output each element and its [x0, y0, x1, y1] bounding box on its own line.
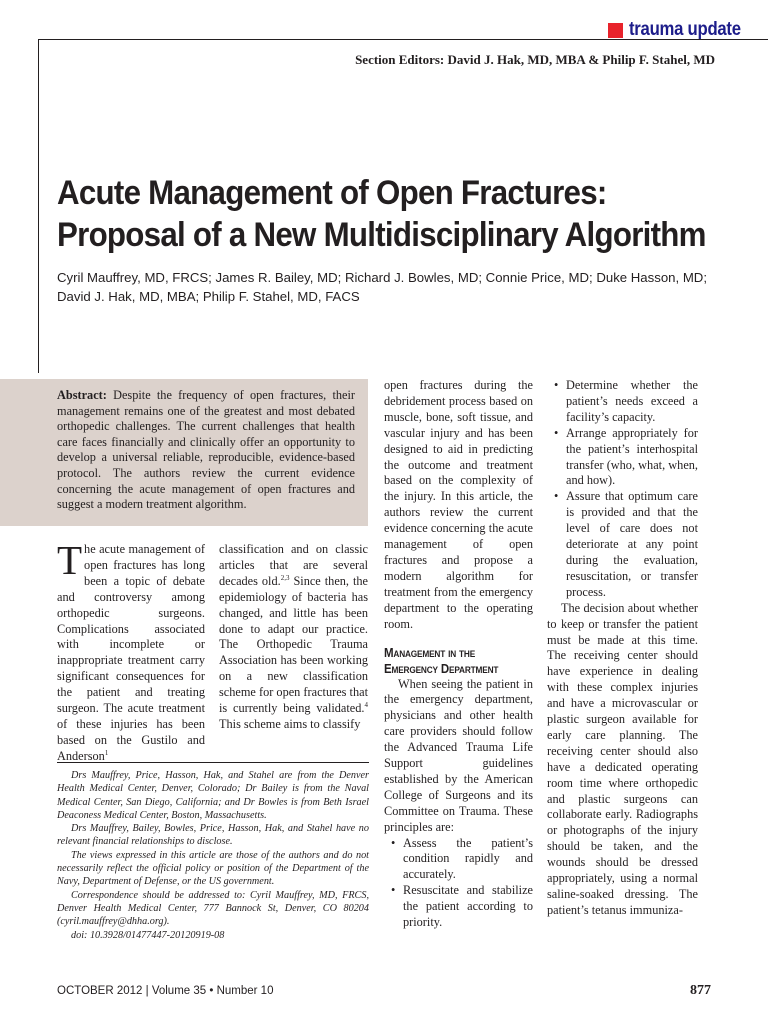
- list-item: • Assure that optimum care is provided and that the level of care does not deteriorate at any point during the evaluation, resuscitation, or transfer process.: [547, 489, 698, 600]
- col4-bullet-list: [547, 378, 698, 601]
- body-column-1: [57, 537, 205, 765]
- authors-line-2: David J. Hak, MD, MBA; Philip F. Stahel, MD, FACS: [57, 289, 360, 304]
- col3-paragraph: When seeing the patient in the emergency department, physicians and other health care providers should follow the Advanced Trauma Life Support guidelines established by the American College of Surgeons and its Committee on Trauma. These principles are:: [384, 676, 533, 834]
- title-line-1: Acute Management of Open Fractures:: [57, 174, 607, 212]
- col1-text: he acute management of open fractures has long been a topic of debate and controversy among orthopedic surgeons. Complications associated with incomplete or inappropriate treatment carry significant consequences for the patient and treating surgeon. The acute treatment of these injuries has been based on the Gustilo and Anderson: [57, 542, 205, 763]
- col2-text-b: Since then, the epidemiology of bacteria has changed, and little has been done to adapt our practice. The Orthopedic Trauma Association has been working on a new classification scheme for open fractures that is currently being validated.: [219, 573, 369, 716]
- issue-info: OCTOBER 2012 | Volume 35 • Number 10: [57, 985, 274, 997]
- list-item: • Assess the patient’s condition rapidly and accurately.: [384, 836, 533, 884]
- section-label: trauma update: [628, 19, 741, 40]
- body-column-3: [384, 378, 533, 931]
- heading-line-1: Management in the: [384, 645, 476, 660]
- section-heading: [384, 645, 521, 677]
- footnote-affiliations: Drs Mauffrey, Price, Hasson, Hak, and Stahel are from the Denver Health Medical Center, Denver, Colorado; Dr Bailey is from the Naval Medical Center, San Diego, California; and Dr Bowles is from Beth Israel Deaconess Medical Center, Boston, Massachusetts.: [57, 770, 369, 821]
- authors-line-1: Cyril Mauffrey, MD, FRCS; James R. Bailey, MD; Richard J. Bowles, MD; Connie Price, MD; Duke Hasson, MD;: [57, 270, 707, 285]
- footnote-disclosure: Drs Mauffrey, Bailey, Bowles, Price, Hasson, Hak, and Stahel have no relevant financial relationships to disclose.: [57, 823, 369, 848]
- footnote-correspondence: Correspondence should be addressed to: Cyril Mauffrey, MD, FRCS, Denver Health Medical Center, 777 Bannock St, Denver, CO 80204 (cyril.mauffrey@dhha.org).: [57, 889, 369, 928]
- list-item: • Determine whether the patient’s needs exceed a facility’s capacity.: [547, 378, 698, 426]
- heading-line-2: Emergency Department: [384, 661, 499, 676]
- abstract-box: [0, 379, 368, 526]
- citation-4: 4: [364, 700, 368, 709]
- red-square-icon: [608, 23, 623, 38]
- abstract-text: Despite the frequency of open fractures, their management remains one of the greatest and most debated orthopedic challenges. The current challenges that health care faces financially and clinically offer an opportunity to develop a universal reliable, reproducible, evidence-based protocol. The authors review the current evidence concerning the acute management of open fractures and suggest a modern treatment algorithm.: [57, 388, 355, 512]
- col3-intro: open fractures during the debridement process based on muscle, bone, soft tissue, and vascular injury and has been designed to aid in predicting the outcome and treatment based on the complexity of the injury. In this article, the authors review the current evidence concerning the acute management of open fractures and propose a modern algorithm for treatment from the emergency department to the operating room.: [384, 378, 533, 631]
- body-column-2: [219, 542, 368, 733]
- citation-1: 1: [104, 748, 109, 757]
- drop-cap: T: [57, 537, 83, 583]
- author-list: [57, 268, 757, 306]
- page-number: 877: [690, 983, 711, 998]
- title-line-2: Proposal of a New Multidisciplinary Algorithm: [57, 216, 706, 254]
- abstract-label: Abstract:: [57, 388, 107, 402]
- list-item: • Resuscitate and stabilize the patient according to priority.: [384, 883, 533, 931]
- section-tag: [608, 19, 756, 41]
- author-footnote: [57, 762, 369, 942]
- col3-bullet-list: [384, 836, 533, 931]
- section-editors: Section Editors: David J. Hak, MD, MBA & Philip F. Stahel, MD: [355, 52, 715, 67]
- col2-text-a: classification and on classic articles that are several decades old.: [219, 542, 368, 588]
- footnote-doi: doi: 10.3928/01477447-20120919-08: [71, 929, 225, 941]
- article-title: [57, 172, 706, 256]
- col2-text-c: This scheme aims to classify: [219, 716, 361, 731]
- footnote-disclaimer: The views expressed in this article are those of the authors and do not necessarily reflect the official policy or position of the Department of the Navy, Department of Defense, or the US government.: [57, 849, 369, 888]
- body-column-4: [547, 378, 698, 919]
- list-item: • Arrange appropriately for the patient’s interhospital transfer (who, what, when, and how).: [547, 426, 698, 490]
- col4-paragraph: The decision about whether to keep or transfer the patient must be made at this time. The receiving center should have experience in dealing with these complex injuries and have a microvascular or plastic surgeon available for early care planning. The receiving center should also have a dedicated operating room time where orthopedic and plastic surgeons can collaborate early. Radiographs or photographs of the injury should be taken, and the wounds should be dressed appropriately, using a normal saline-soaked dressing. The patient’s tetanus immuniza-: [547, 600, 698, 917]
- citation-2-3: 2,3: [280, 573, 290, 582]
